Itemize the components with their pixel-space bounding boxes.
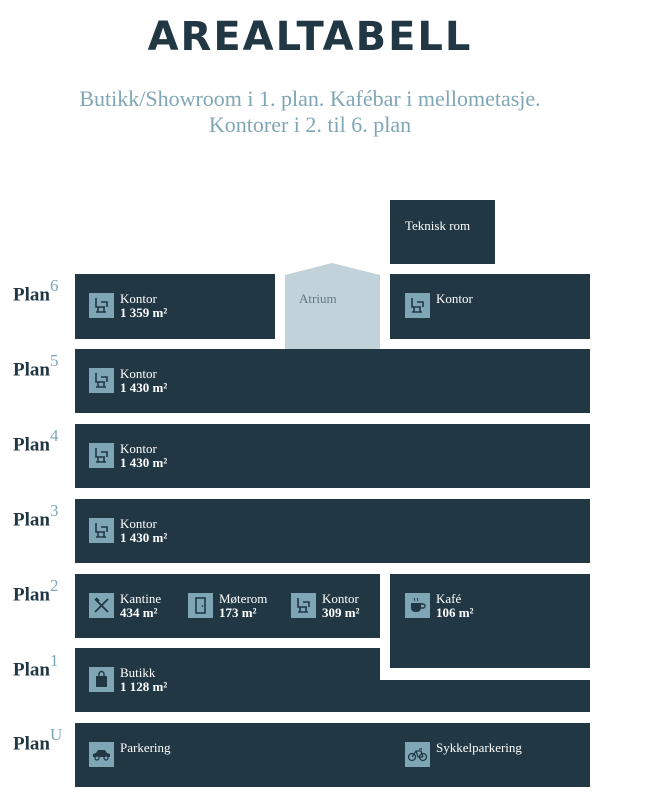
- office-chair-icon: [89, 293, 114, 318]
- office-chair-icon: [89, 443, 114, 468]
- floor-label-2: Plan$^2$: [13, 576, 59, 606]
- subtitle-line-1: Butikk/Showroom i 1. plan. Kafébar i mellometasje.: [79, 86, 541, 111]
- floor-label-3: Plan$^3$: [13, 501, 59, 531]
- floor-1-block-extension: [380, 680, 590, 712]
- atrium-label: Atrium: [299, 291, 337, 306]
- room-p4: Kontor 1 430 m²: [120, 441, 168, 470]
- floor-label-5: Plan$^5$: [13, 351, 59, 381]
- room-p2-moterom: Møterom 173 m²: [219, 591, 268, 620]
- coffee-cup-icon: [405, 593, 430, 618]
- room-p2-kantine: Kantine 434 m²: [120, 591, 162, 620]
- door-icon: [188, 593, 213, 618]
- office-chair-icon: [89, 368, 114, 393]
- room-sykkelparkering: Sykkelparkering: [436, 740, 522, 755]
- floor-label-u: Plan$^U$: [13, 725, 63, 755]
- room-p6-left: Kontor 1 359 m²: [120, 291, 168, 320]
- subtitle-line-2: Kontorer i 2. til 6. plan: [208, 112, 412, 137]
- floor-label-6: Plan$^6$: [13, 276, 59, 306]
- floor-label-4: Plan$^4$: [13, 426, 59, 456]
- room-p3: Kontor 1 430 m²: [120, 516, 168, 545]
- room-p1-butikk: Butikk 1 128 m²: [120, 665, 168, 694]
- room-kafe: Kafé 106 m²: [436, 591, 474, 620]
- office-chair-icon: [291, 593, 316, 618]
- room-p6-right: Kontor: [436, 291, 473, 306]
- cutlery-icon: [89, 593, 114, 618]
- floor-label-1: Plan$^1$: [13, 651, 59, 681]
- technical-room-label: Teknisk rom: [405, 218, 471, 233]
- page-title: AREALTABELL: [147, 14, 473, 60]
- cafe-block: [390, 574, 590, 668]
- car-icon: [89, 742, 114, 767]
- shopping-bag-icon: [89, 667, 114, 692]
- office-chair-icon: [405, 293, 430, 318]
- room-p5: Kontor 1 430 m²: [120, 366, 168, 395]
- office-chair-icon: [89, 518, 114, 543]
- floor-u-block: [75, 723, 590, 787]
- bicycle-icon: [405, 742, 430, 767]
- room-p2-kontor: Kontor 309 m²: [322, 591, 360, 620]
- room-parkering: Parkering: [120, 740, 171, 755]
